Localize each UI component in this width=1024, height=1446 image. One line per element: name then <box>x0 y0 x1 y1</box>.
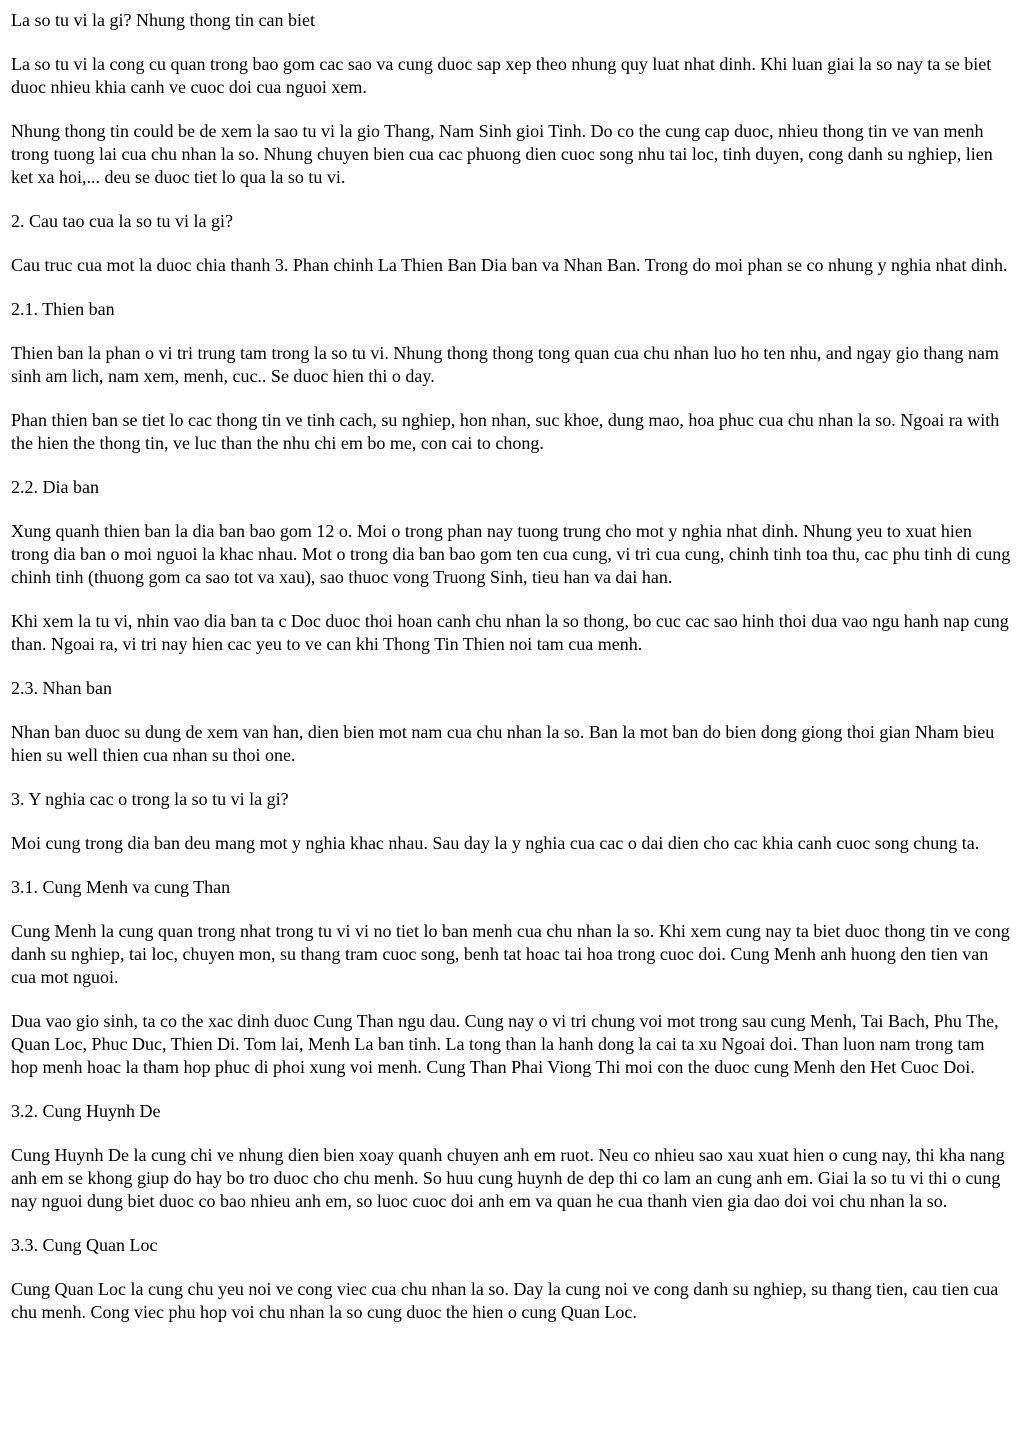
intro-paragraph-2: Nhung thong tin could be de xem la sao tu vi la gio Thang, Nam Sinh gioi Tinh. Do co the cung cap duoc, nhieu thong tin ve van menh trong tuong lai cua chu nhan la so. Nhung chuyen bien cua cac phuong dien cuoc song nhu tai loc, tinh duyen, cong danh su nghiep, lien ket xa hoi,... deu se duoc tiet lo qua la so tu vi. <box>11 121 993 187</box>
document-title: La so tu vi la gi? Nhung thong tin can biet <box>11 10 315 30</box>
cung-than-paragraph: Dua vao gio sinh, ta co the xac dinh duoc Cung Than ngu dau. Cung nay o vi tri chung voi mot trong sau cung Menh, Tai Bach, Phu The, Quan Loc, Phuc Duc, Thien Di. Tom lai, Menh La ban tinh. La tong than la hanh dong la cai ta xu Ngoai doi. Than luon nam trong tam hop menh hoac la tham hop phuc di phoi xung voi menh. Cung Than Phai Viong Thi moi con the duoc cung Menh den Het Cuoc Doi. <box>11 1011 999 1077</box>
dia-ban-paragraph-2: Khi xem la tu vi, nhin vao dia ban ta c Doc duoc thoi hoan canh chu nhan la so thong, bo cuc cac sao hinh thoi dua vao ngu hanh nap cung than. Ngoai ra, vi tri nay hien cac yeu to ve can khi Thong Tin Thien noi tam cua menh. <box>11 611 1009 654</box>
dia-ban-paragraph: Xung quanh thien ban la dia ban bao gom 12 o. Moi o trong phan nay tuong trung cho mot y nghia nhat dinh. Nhung yeu to xuat hien trong dia ban o moi nguoi la khac nhau. Mot o trong dia ban bao gom ten cua cung, vi tri cua cung, chinh tinh toa thu, cac phu tinh di cung chinh tinh (thuong gom ca sao tot va xau), sao thuoc vong Truong Sinh, tieu han va dai han. <box>11 521 1011 587</box>
section-heading-meaning: 3. Y nghia cac o trong la so tu vi la gi? <box>11 789 289 809</box>
cung-menh-paragraph: Cung Menh la cung quan trong nhat trong tu vi vi no tiet lo ban menh cua chu nhan la so. Khi xem cung nay ta biet duoc thong tin ve cong danh su nghiep, tai loc, chuyen mon, su thang tram cuoc song, benh tat hoac tai hoa trong cuoc doi. Cung Menh anh huong den tien van cua mot nguoi. <box>11 921 1010 987</box>
cung-quan-loc-paragraph: Cung Quan Loc la cung chu yeu noi ve cong viec cua chu nhan la so. Day la cung noi ve cong danh su nghiep, su thang tien, cau tien cua chu menh. Cong viec phu hop voi chu nhan la so cung duoc the hien o cung Quan Loc. <box>11 1279 999 1322</box>
thien-ban-paragraph: Thien ban la phan o vi tri trung tam trong la so tu vi. Nhung thong thong tong quan cua chu nhan luo ho ten nhu, and ngay gio thang nam sinh am lich, nam xem, menh, cuc.. Se duoc hien thi o day. <box>11 343 999 386</box>
document-body <box>11 9 1011 1345</box>
section-heading-structure: 2. Cau tao cua la so tu vi la gi? <box>11 211 233 231</box>
intro-paragraph: La so tu vi la cong cu quan trong bao gom cac sao va cung duoc sap xep theo nhung quy luat nhat dinh. Khi luan giai la so nay ta se biet duoc nhieu khia canh ve cuoc doi cua nguoi xem. <box>11 54 992 97</box>
thien-ban-paragraph-2: Phan thien ban se tiet lo cac thong tin ve tinh cach, su nghiep, hon nhan, suc khoe, dung mao, hoa phuc cua chu nhan la so. Ngoai ra with the hien the thong tin, ve luc than the nhu chi em bo me, con cai to chong. <box>11 410 1000 453</box>
structure-paragraph: Cau truc cua mot la duoc chia thanh 3. Phan chinh La Thien Ban Dia ban va Nhan Ban. Trong do moi phan se co nhung y nghia nhat dinh. <box>11 255 1008 275</box>
section-heading-cung-huynh-de: 3.2. Cung Huynh De <box>11 1101 161 1121</box>
section-heading-thien-ban: 2.1. Thien ban <box>11 299 115 319</box>
section-heading-nhan-ban: 2.3. Nhan ban <box>11 678 112 698</box>
nhan-ban-paragraph: Nhan ban duoc su dung de xem van han, dien bien mot nam cua chu nhan la so. Ban la mot ban do bien dong giong thoi gian Nham bieu hien su well thien cua nhan su thoi one. <box>11 722 995 765</box>
section-heading-cung-quan-loc: 3.3. Cung Quan Loc <box>11 1235 158 1255</box>
cung-huynh-de-paragraph: Cung Huynh De la cung chi ve nhung dien bien xoay quanh chuyen anh em ruot. Neu co nhieu sao xau xuat hien o cung nay, thi kha nang anh em se khong giup do hay bo tro duoc cho chu menh. So huu cung huynh de dep thi co lam an cung anh em. Giai la so tu vi thi o cung nay nguoi dung biet duoc co bao nhieu anh em, so luoc cuoc doi anh em va quan he cua thanh vien gia dao doi voi chu nhan la so. <box>11 1145 1005 1211</box>
section-heading-cung-menh: 3.1. Cung Menh va cung Than <box>11 877 231 897</box>
section-heading-dia-ban: 2.2. Dia ban <box>11 477 99 497</box>
meaning-paragraph: Moi cung trong dia ban deu mang mot y nghia khac nhau. Sau day la y nghia cua cac o dai dien cho cac khia canh cuoc song chung ta. <box>11 833 980 853</box>
